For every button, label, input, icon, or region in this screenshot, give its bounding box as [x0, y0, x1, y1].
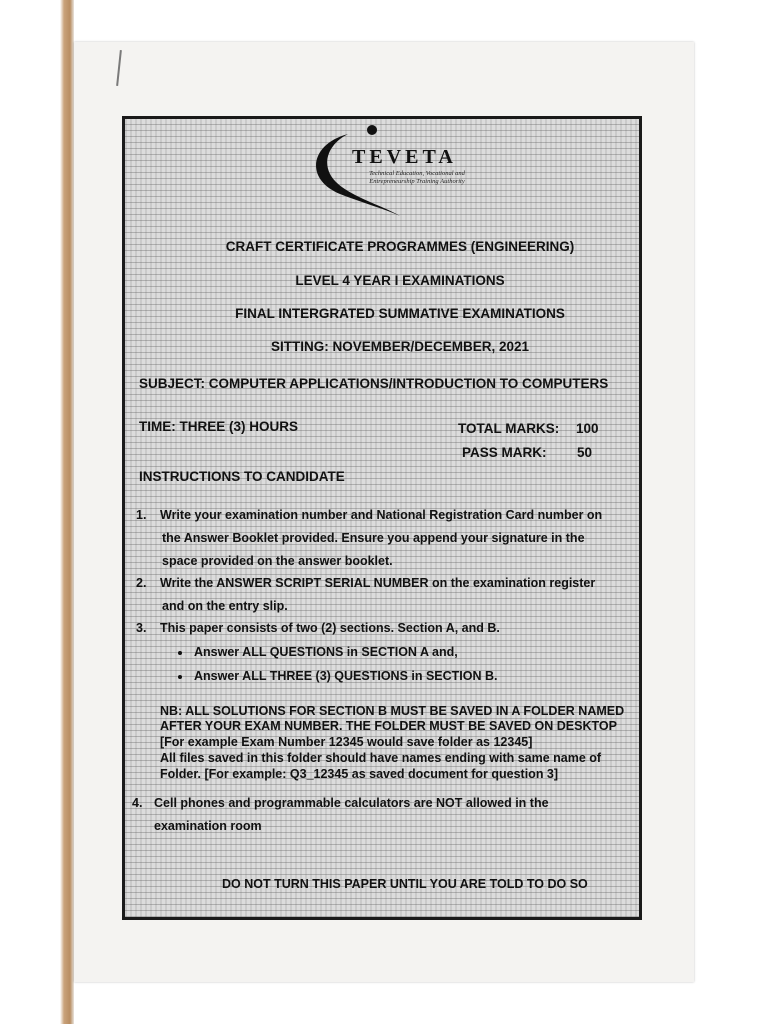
sitting-title: SITTING: NOVEMBER/DECEMBER, 2021 — [270, 339, 530, 354]
item-number-2: 2. — [136, 576, 147, 590]
footer-warning: DO NOT TURN THIS PAPER UNTIL YOU ARE TOLD TO DO SO — [222, 877, 588, 891]
programme-title: CRAFT CERTIFICATE PROGRAMMES (ENGINEERING) — [225, 239, 575, 254]
bullet-1: Answer ALL QUESTIONS in SECTION A and, — [194, 645, 458, 659]
item-number-3: 3. — [136, 621, 147, 635]
item1-line3: space provided on the answer booklet. — [162, 554, 393, 568]
bullet-2: Answer ALL THREE (3) QUESTIONS in SECTION B. — [194, 669, 498, 683]
pass-mark-label: PASS MARK: — [462, 445, 547, 460]
nb-line1: NB: ALL SOLUTIONS FOR SECTION B MUST BE SAVED IN A FOLDER NAMED — [160, 704, 625, 718]
logo-subtitle: Technical Education, Vocational and Entrepreneurship Training Authority — [369, 170, 465, 185]
bullet-icon — [178, 675, 182, 679]
exam-type-title: FINAL INTERGRATED SUMMATIVE EXAMINATIONS — [235, 306, 565, 321]
item-number-1: 1. — [136, 508, 147, 522]
total-marks-label: TOTAL MARKS: — [458, 421, 560, 436]
instructions-heading: INSTRUCTIONS TO CANDIDATE — [139, 469, 345, 484]
item1-line2: the Answer Booklet provided. Ensure you append your signature in the — [162, 531, 585, 545]
total-marks-value: 100 — [576, 421, 599, 436]
item3-line1: This paper consists of two (2) sections. Section A, and B. — [160, 621, 500, 635]
desk-background — [0, 0, 74, 1024]
bullet-icon — [178, 651, 182, 655]
item2-line1: Write the ANSWER SCRIPT SERIAL NUMBER on the examination register — [160, 576, 596, 590]
pass-mark-value: 50 — [577, 445, 593, 460]
nb-line5: Folder. [For example: Q3_12345 as saved document for question 3] — [160, 767, 559, 781]
logo-wordmark: TEVETA — [352, 146, 457, 168]
nb-line3: [For example Exam Number 12345 would save folder as 12345] — [160, 735, 533, 749]
item-number-4: 4. — [132, 796, 143, 810]
time-label: TIME: THREE (3) HOURS — [139, 419, 299, 434]
item4-line2: examination room — [154, 819, 262, 833]
nb-line4: All files saved in this folder should have names ending with same name of — [160, 751, 602, 765]
subject-title: SUBJECT: COMPUTER APPLICATIONS/INTRODUCTION TO COMPUTERS — [139, 376, 609, 391]
item1-line1: Write your examination number and National Registration Card number on — [160, 508, 603, 522]
item4-line1: Cell phones and programmable calculators are NOT allowed in the — [154, 796, 549, 810]
nb-line2: AFTER YOUR EXAM NUMBER. THE FOLDER MUST BE SAVED ON DESKTOP — [160, 719, 617, 733]
level-title: LEVEL 4 YEAR I EXAMINATIONS — [295, 273, 505, 288]
teveta-logo — [300, 124, 480, 224]
item2-line2: and on the entry slip. — [162, 599, 288, 613]
